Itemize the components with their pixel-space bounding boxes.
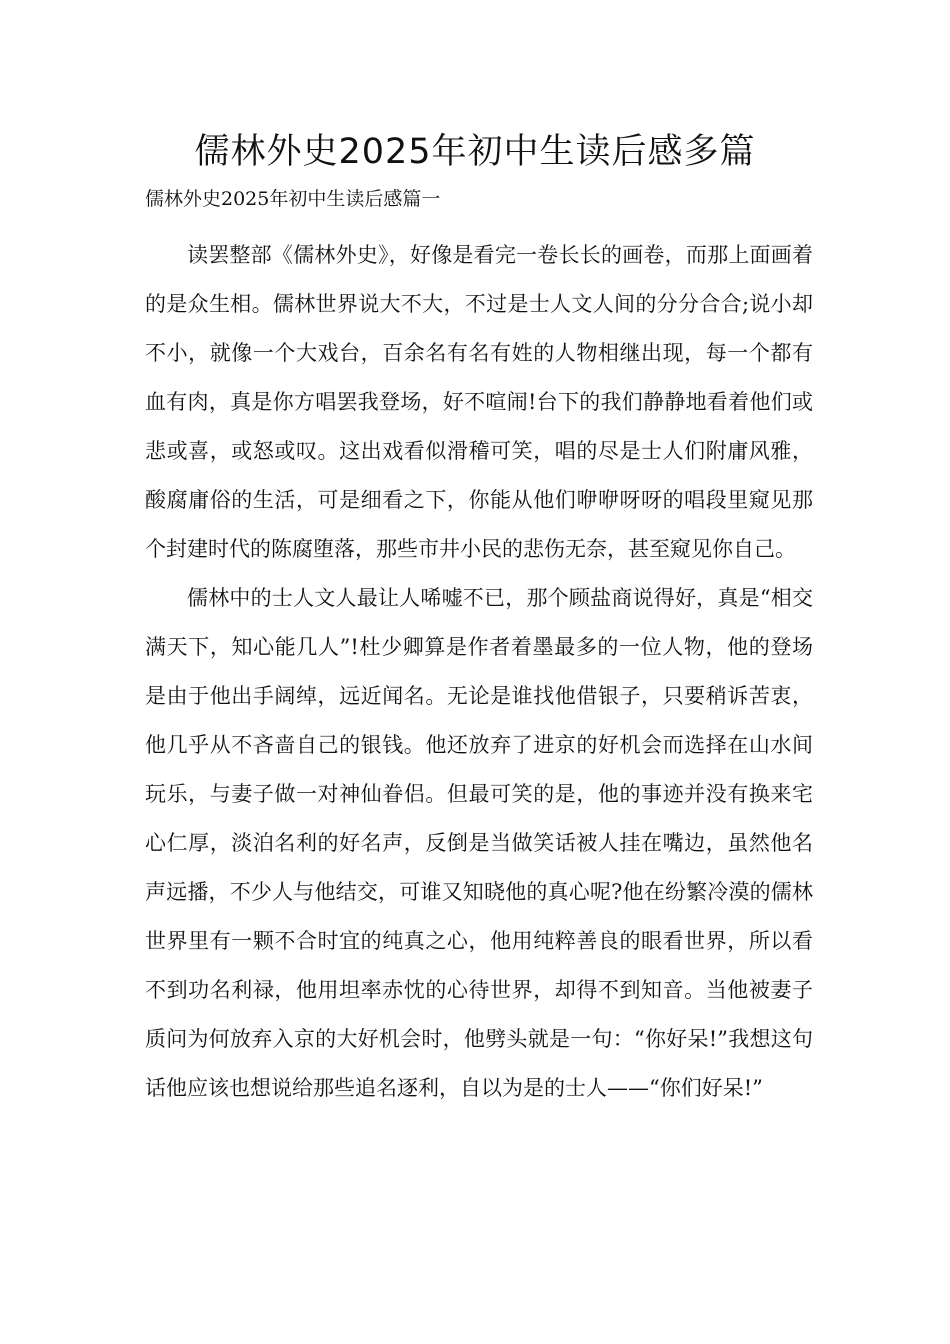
paragraph-2: 儒林中的士人文人最让人唏嘘不已，那个顾盐商说得好，真是“相交满天下，知心能几人”!杜少卿算是作者着墨最多的一位人物，他的登场是由于他出手阔绰，远近闻名。无论是谁找他借银子，只要稍诉苦衷，他几乎从不吝啬自己的银钱。他还放弃了进京的好机会而选择在山水间玩乐，与妻子做一对神仙眷侣。但最可笑的是，他的事迹并没有换来宅心仁厚，淡泊名利的好名声，反倒是当做笑话被人挂在嘴边，虽然他名声远播，不少人与他结交，可谁又知晓他的真心呢?他在纷繁冷漠的儒林世界里有一颗不合时宜的纯真之心，他用纯粹善良的眼看世界，所以看不到功名利禄，他用坦率赤忱的心待世界，却得不到知音。当他被妻子质问为何放弃入京的大好机会时，他劈头就是一句：“你好呆!”我想这句话他应该也想说给那些追名逐利，自以为是的士人——“你们好呆!” (145, 586, 813, 1100)
document-body (145, 231, 813, 1113)
section-heading: 儒林外史2025年初中生读后感篇一 (145, 188, 441, 210)
document-title: 儒林外史2025年初中生读后感多篇 (194, 132, 756, 172)
paragraph-1: 读罢整部《儒林外史》，好像是看完一卷长长的画卷，而那上面画着的是众生相。儒林世界说大不大，不过是士人文人间的分分合合;说小却不小，就像一个大戏台，百余名有名有姓的人物相继出现，每一个都有血有肉，真是你方唱罢我登场，好不喧闹!台下的我们静静地看着他们或悲或喜，或怒或叹。这出戏看似滑稽可笑，唱的尽是士人们附庸风雅，酸腐庸俗的生活，可是细看之下，你能从他们咿咿呀呀的唱段里窥见那个封建时代的陈腐堕落，那些市井小民的悲伤无奈，甚至窥见你自己。 (145, 243, 813, 561)
